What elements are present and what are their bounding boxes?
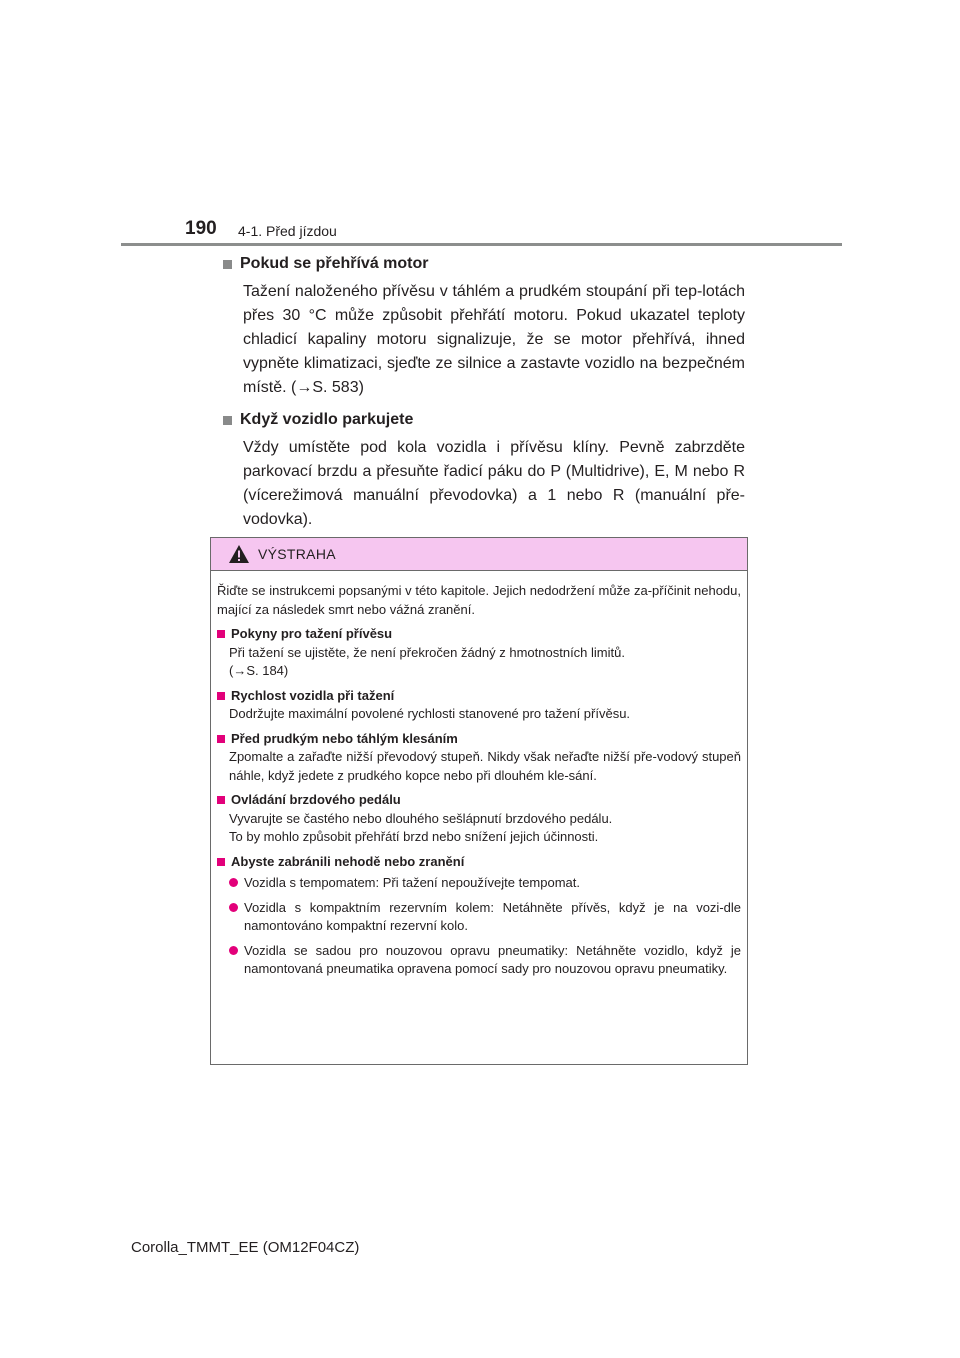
warning-item-text: (→S. 184) <box>229 663 289 678</box>
warning-bullet <box>217 899 741 936</box>
warning-bullet <box>217 942 741 979</box>
square-bullet-icon <box>223 260 232 269</box>
warning-item-heading-text: Rychlost vozidla při tažení <box>231 687 395 703</box>
warning-bullet-text: Vozidla se sadou pro nouzovou opravu pneumatiky: Netáhněte vozidlo, když je namontovaná pneumatika opravena pomocí sady pro nouzovou opravu pneumatiky. <box>244 942 741 976</box>
warning-item-heading <box>217 791 741 810</box>
item-heading-text: Když vozidlo parkujete <box>240 411 414 428</box>
item-heading <box>223 408 745 432</box>
warning-box <box>210 537 748 1065</box>
warning-item-heading <box>217 625 741 644</box>
warning-item-text: Vyvarujte se častého nebo dlouhého sešlápnutí brzdového pedálu. <box>229 810 613 826</box>
warning-item-heading-text: Před prudkým nebo táhlým klesáním <box>231 730 458 746</box>
round-bullet-icon <box>229 878 238 887</box>
warning-item-text: Zpomalte a zařaďte nižší převodový stupeň. Nikdy však neřaďte nižší pře-vodový stupeň náhle, když jedete z prudkého kopce nebo při dlouhém kle-sání. <box>229 749 741 783</box>
square-bullet-icon <box>217 796 225 804</box>
warning-item-text: Dodržujte maximální povolené rychlosti stanovené pro tažení přívěsu. <box>229 706 631 721</box>
section-title: 4-1. Před jízdou <box>238 223 337 239</box>
square-bullet-icon <box>217 630 225 638</box>
item-heading <box>223 252 745 276</box>
warning-body <box>211 571 747 979</box>
warning-intro: Řiďte se instrukcemi popsanými v této kapitole. Jejich nedodržení může za-příčinit nehodu, mající za následek smrt nebo vážná zranění. <box>217 583 741 617</box>
info-item-overheating <box>223 252 745 400</box>
warning-item-heading-text: Ovládání brzdového pedálu <box>231 792 401 807</box>
page-number: 190 <box>185 218 217 239</box>
square-bullet-icon <box>217 858 225 866</box>
warning-item-heading-text: Abyste zabránili nehodě nebo zranění <box>231 853 465 869</box>
warning-title: VÝSTRAHA <box>258 546 336 562</box>
warning-bullet <box>217 874 741 893</box>
warning-bullet-text: Vozidla s kompaktním rezervním kolem: Netáhněte přívěs, když je na vozi-dle namontováno kompaktní rezervní kolo. <box>244 899 741 933</box>
item-body: Tažení naloženého přívěsu v táhlém a prudkém stoupání při tep-lotách přes 30 °C může způsobit přehřátí motoru. Pokud ukazatel teploty chladicí kapaliny motoru signalizuje, že se motor přehřívá, ihned vypněte klimatizaci, sjeďte ze silnice a zastavte vozidlo na bezpečném místě. (→S. 583) <box>243 283 745 396</box>
main-content <box>223 252 745 540</box>
square-bullet-icon <box>223 416 232 425</box>
warning-header <box>211 538 747 571</box>
warning-item <box>217 853 741 979</box>
warning-item-heading-text: Pokyny pro tažení přívěsu <box>231 626 393 641</box>
warning-item-heading <box>217 853 741 872</box>
info-item-parking <box>223 408 745 532</box>
header-rule <box>121 243 842 246</box>
warning-item <box>217 791 741 847</box>
warning-item-text: Při tažení se ujistěte, že není překročen žádný z hmotnostních limitů. <box>229 644 625 660</box>
warning-item <box>217 625 741 681</box>
item-body: Vždy umístěte pod kola vozidla i přívěsu klíny. Pevně zabrzděte parkovací brzdu a přesuňte řadicí páku do P (Multidrive), E, M nebo R (vícerežimová manuální převodovka) a 1 nebo R (manuální pře-vodovka). <box>243 439 745 528</box>
round-bullet-icon <box>229 946 238 955</box>
warning-item-heading <box>217 687 741 706</box>
warning-item-text: To by mohlo způsobit přehřátí brzd nebo snížení jejich účinnosti. <box>229 829 599 844</box>
round-bullet-icon <box>229 903 238 912</box>
warning-bullet-text: Vozidla s tempomatem: Při tažení nepoužívejte tempomat. <box>244 875 581 890</box>
square-bullet-icon <box>217 735 225 743</box>
footer-doc-id: Corolla_TMMT_EE (OM12F04CZ) <box>131 1239 360 1256</box>
square-bullet-icon <box>217 692 225 700</box>
warning-item <box>217 730 741 786</box>
warning-triangle-icon <box>228 544 250 564</box>
warning-item-heading <box>217 730 741 749</box>
warning-item <box>217 687 741 724</box>
item-heading-text: Pokud se přehřívá motor <box>240 255 429 272</box>
